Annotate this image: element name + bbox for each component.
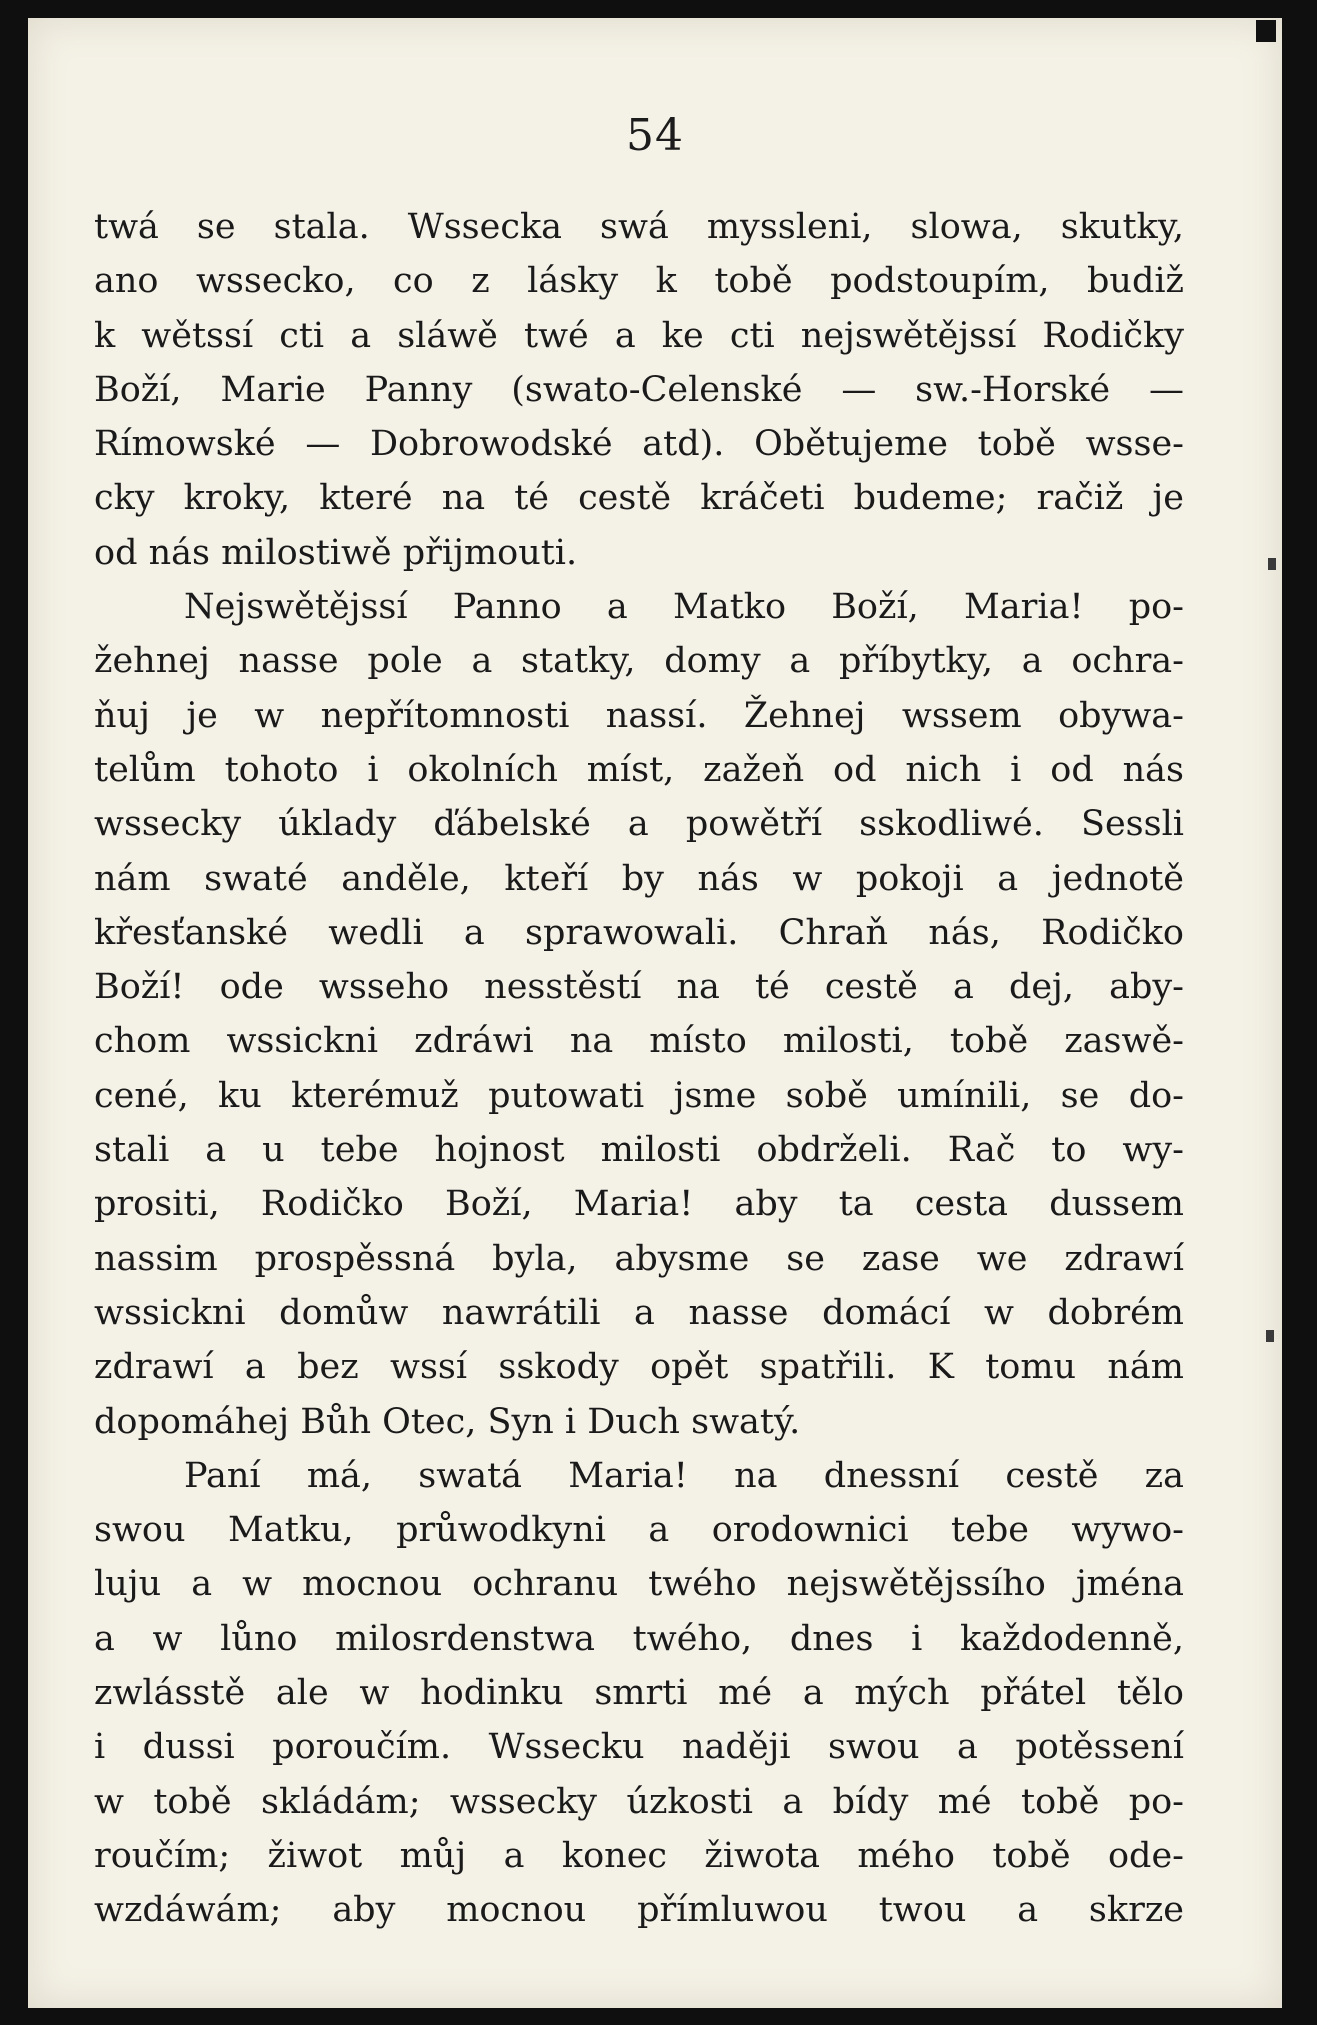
- text-line: twá se stala. Wssecka swá myssleni, slowa, skutky,: [94, 207, 1184, 247]
- text-line: zdrawí a bez wssí sskody opět spatřili. K tomu nám: [94, 1347, 1184, 1388]
- text-line: zwlásstě ale w hodinku smrti mé a mých přátel tělo: [94, 1673, 1184, 1714]
- text-line: roučím; žiwot můj a konec žiwota mého tobě ode-: [94, 1835, 1184, 1876]
- text-line: i dussi poroučím. Wssecku naději swou a potěssení: [94, 1727, 1184, 1768]
- text-line: nassim prospěssná byla, abysme se zase we zdrawí: [94, 1238, 1184, 1279]
- text-line: swou Matku, průwodkyni a orodownici tebe wywo-: [94, 1510, 1184, 1551]
- text-line: stali a u tebe hojnost milosti obdrželi. Rač to wy-: [94, 1130, 1184, 1171]
- text-line: Boží, Marie Panny (swato-Celenské — sw.-Horské —: [94, 369, 1184, 410]
- text-line: Paní má, swatá Maria! na dnessní cestě za: [184, 1455, 1184, 1496]
- text-line: chom wssickni zdráwi na místo milosti, tobě zaswě-: [94, 1021, 1184, 1062]
- text-line: ano wssecko, co z lásky k tobě podstoupím, budiž: [94, 261, 1184, 302]
- text-line: telům tohoto i okolních míst, zažeň od nich i od nás: [94, 749, 1184, 790]
- text-line: ňuj je w nepřítomnosti nassí. Žehnej wssem obywa-: [94, 695, 1184, 736]
- text-line: Rímowské — Dobrowodské atd). Obětujeme tobě wsse-: [94, 424, 1184, 465]
- text-line: wzdáwám; aby mocnou přímluwou twou a skrze: [94, 1890, 1184, 1931]
- text-line: cené, ku kterémuž putowati jsme sobě umínili, se do-: [94, 1075, 1184, 1116]
- text-line: cky kroky, které na té cestě kráčeti budeme; račiž je: [94, 478, 1184, 519]
- text-line: luju a w mocnou ochranu twého nejswětějssího jména: [94, 1564, 1184, 1605]
- text-line: od nás milostiwě přijmouti.: [94, 532, 578, 573]
- book-page: [28, 18, 1282, 2008]
- text-line: křesťanské wedli a sprawowali. Chraň nás, Rodičko: [94, 912, 1184, 953]
- text-line: nám swaté anděle, kteří by nás w pokoji a jednotě: [94, 858, 1184, 899]
- body-text: [94, 200, 1184, 1938]
- text-line: wssickni domůw nawrátili a nasse domácí w dobrém: [94, 1292, 1184, 1333]
- text-line: dopomáhej Bůh Otec, Syn i Duch swatý.: [94, 1401, 801, 1442]
- text-line: Nejswětějssí Panno a Matko Boží, Maria! po-: [184, 587, 1184, 628]
- scan-corner-mark: [1256, 20, 1276, 42]
- margin-speck: [1268, 558, 1276, 570]
- text-line: k wětssí cti a sláwě twé a ke cti nejswětějssí Rodičky: [94, 315, 1184, 356]
- text-line: wssecky úklady ďábelské a powětří sskodliwé. Sessli: [94, 804, 1184, 845]
- text-line: Boží! ode wsseho nesstěstí na té cestě a dej, aby-: [94, 967, 1184, 1008]
- text-line: w tobě skládám; wssecky úzkosti a bídy mé tobě po-: [94, 1781, 1184, 1822]
- page-number: 54: [626, 110, 684, 161]
- text-line: žehnej nasse pole a statky, domy a příbytky, a ochra-: [94, 641, 1184, 682]
- margin-speck: [1266, 1330, 1274, 1342]
- text-line: a w lůno milosrdenstwa twého, dnes i každodenně,: [94, 1618, 1184, 1659]
- text-line: prositi, Rodičko Boží, Maria! aby ta cesta dussem: [94, 1184, 1184, 1225]
